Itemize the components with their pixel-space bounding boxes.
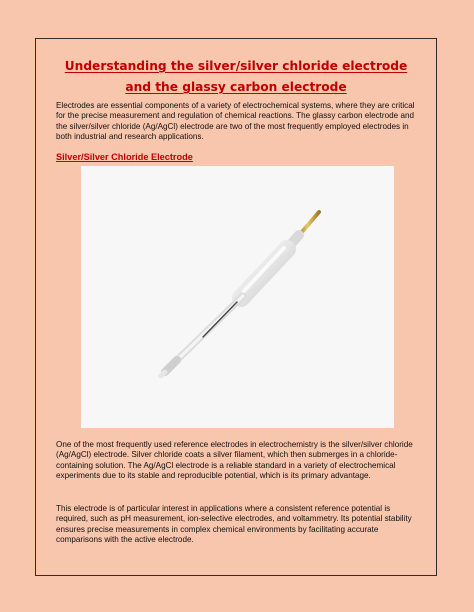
section-heading-ag-agcl: Silver/Silver Chloride Electrode (56, 152, 193, 162)
electrode-photo (81, 166, 394, 428)
intro-paragraph: Electrodes are essential components of a variety of electrochemical systems, where they are critical for the precise measurement and regulation of chemical reactions. The glassy carbon electrode and the silver/silver chloride (Ag/AgCl) electrode are two of the most frequently employed electrodes in both industrial and research applications. (56, 101, 415, 142)
document-title: Understanding the silver/silver chloride electrode and the glassy carbon electrode (64, 59, 408, 94)
body-paragraph-1: One of the most frequently used reference electrodes in electrochemistry is the silver/silver chloride (Ag/AgCl) electrode. Silver chloride coats a silver filament, which then submerges in a chloride-containing solution. The Ag/AgCl electrode is a reliable standard in a variety of electrochemical experiments due to its stable and reproducible potential, which is its primary advantage. (56, 440, 413, 481)
body-paragraph-2: This electrode is of particular interest in applications where a consistent reference potential is required, such as pH measurement, ion-selective electrodes, and voltammetry. Its potential stability ensures precise measurements in complex chemical environments by facilitating accurate comparisons with the active electrode. (56, 504, 412, 545)
